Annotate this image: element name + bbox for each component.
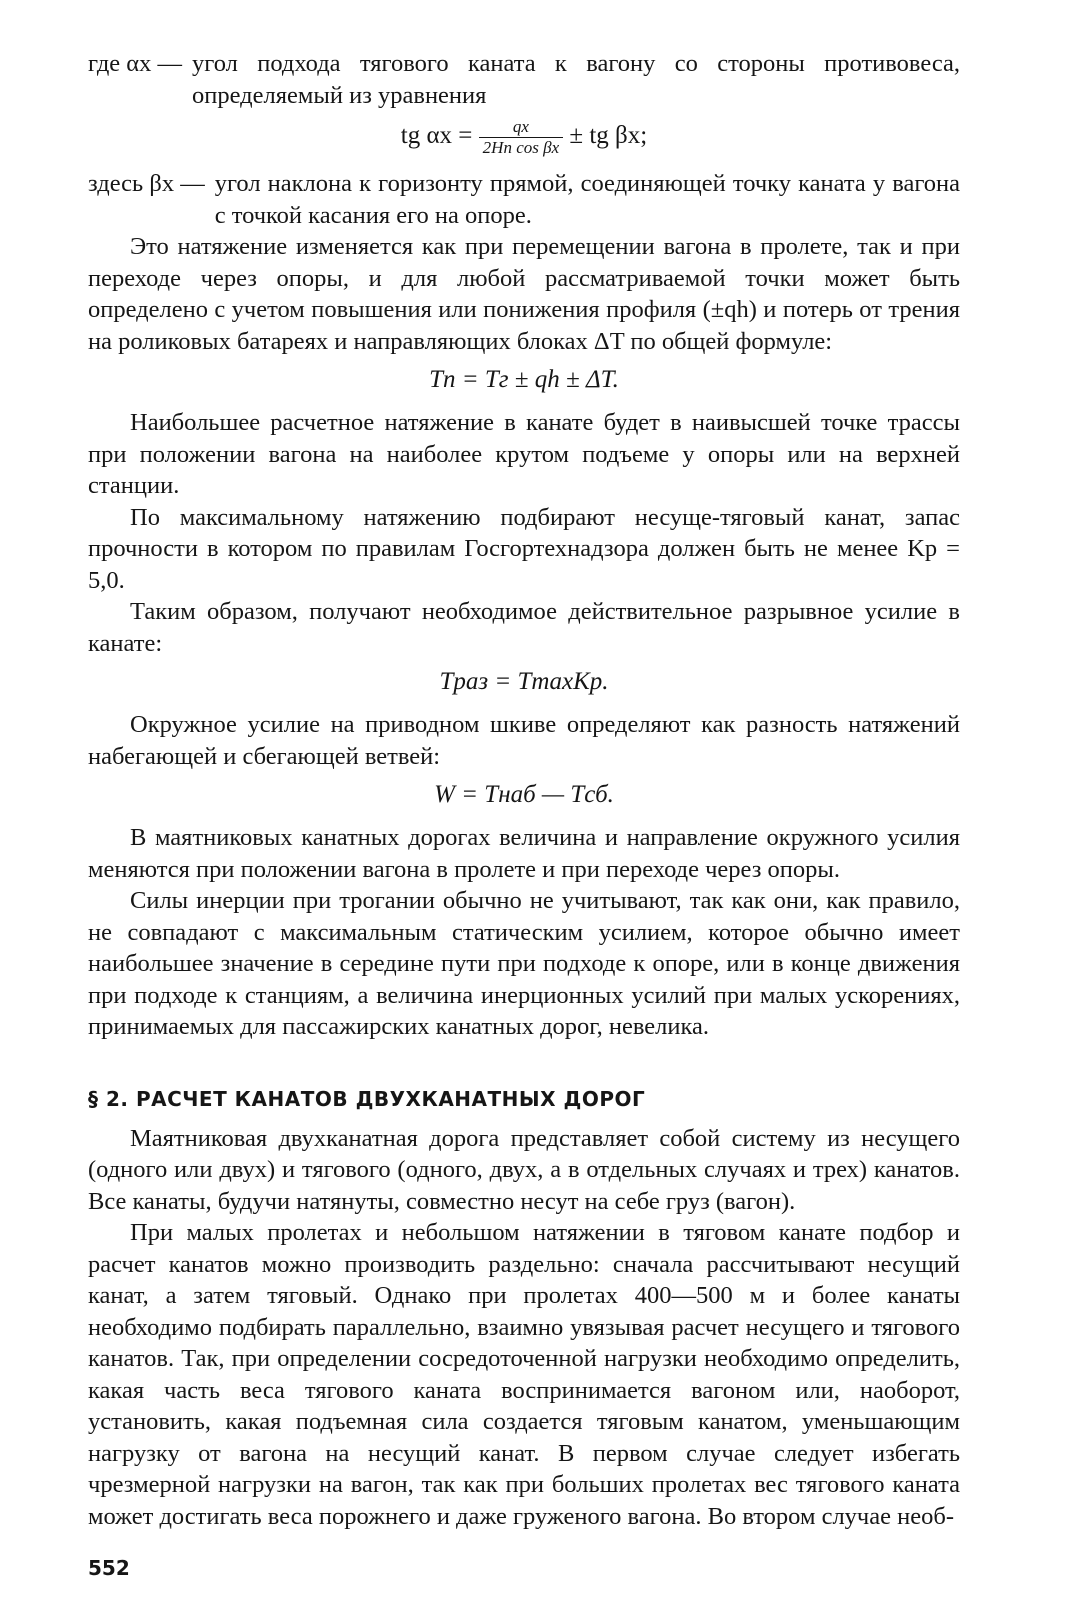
paragraph-rope-selection: По максимальному натяжению подбирают несуще-тяговый канат, запас прочности в котором по правилам Госгортехнадзора должен быть не менее Kp = 5,0. [88,503,960,594]
formula-tension: Tn = Tг ± qh ± ΔT. [429,366,619,393]
section-paragraph-calculation: При малых пролетах и небольшом натяжении в тяговом канате подбор и расчет канатов можно производить раздельно: сначала рассчитывают несущий канат, а затем тяговый. Однако при пролетах 400—500 м и более канаты необходимо подбирать параллельно, взаимно увязывая расчет несущего и тягового канатов. Так, при определении сосредоточенной нагрузки необходимо определить, какая часть веса тягового каната воспринимается вагоном или, наоборот, установить, какая подъемная сила создается тяговым канатом, уменьшающим нагрузку от вагона на несущий канат. В первом случае следует избегать чрезмерной нагрузки на вагон, так как при больших пролетах вес тягового каната может достигать веса порожнего и даже груженого вагона. Во втором случае необ- [88,1219,960,1530]
paragraph-breaking-force: Таким образом, получают необходимое действительное разрывное усилие в канате: [88,598,960,657]
paragraph-tension: Это натяжение изменяется как при перемещении вагона в пролете, так и при переходе через опоры, и для любой рассматриваемой точки может быть определено с учетом повышения или понижения профиля (±qh) и потерь от трения на роликовых батареях и направляющих блоках ΔT по общей формуле: [88,233,960,355]
paragraph-max-tension: Наибольшее расчетное натяжение в канате будет в наивысшей точке трассы при положении вагона на наиболее крутом подъеме у опоры или на верхней станции. [88,409,960,499]
formula-tg-left: tg αx = [400,122,473,150]
beta-lead: здесь βx — [88,170,205,197]
beta-text: угол наклона к горизонту прямой, соединяющей точку каната у вагона с точкой касания его на опоре. [214,170,960,229]
alpha-definition [88,48,960,111]
section-heading: § 2. РАСЧЕТ КАНАТОВ ДВУХКАНАТНЫХ ДОРОГ [88,1086,646,1111]
formula-tg-fraction [479,117,563,158]
page-number: 552 [88,1556,130,1580]
beta-definition [88,168,960,231]
formula-tg-alpha [88,117,960,158]
formula-peripheral-force: W = Tнаб — Tсб. [434,781,614,808]
formula-tg-numerator: qx [479,117,563,138]
paragraph-peripheral-force: Окружное усилие на приводном шкиве определяют как разность натяжений набегающей и сбегающей ветвей: [88,711,960,770]
formula-tg-denominator: 2Hn cos βx [482,138,560,157]
formula-breaking-force: Tраз = TmaxKp. [439,668,609,695]
section-paragraph-system: Маятниковая двухканатная дорога представляет собой систему из несущего (одного или двух) и тягового (одного, двух, а в отдельных случаях и трех) канатов. Все канаты, будучи натянуты, совместно несут на себе груз (вагон). [88,1124,960,1215]
formula-tg-right: ± tg βx; [569,122,648,150]
alpha-lead: где αx — [88,50,183,77]
paragraph-inertia: Силы инерции при трогании обычно не учитывают, так как они, как правило, не совпадают с максимальным статическим усилием, которое обычно имеет наибольшее значение в середине пути при подходе к опоре, или в конце движения при подходе к станциям, а величина инерционных усилий при малых ускорениях, принимаемых для пассажирских канатных дорог, невелика. [88,887,960,1040]
alpha-text: угол подхода тягового каната к вагону со стороны противовеса, определяемый из уравнения [192,50,960,109]
page-content [88,48,960,1532]
paragraph-pendulum-roads: В маятниковых канатных дорогах величина и направление окружного усилия меняются при положении вагона в пролете и при переходе через опоры. [88,824,960,883]
